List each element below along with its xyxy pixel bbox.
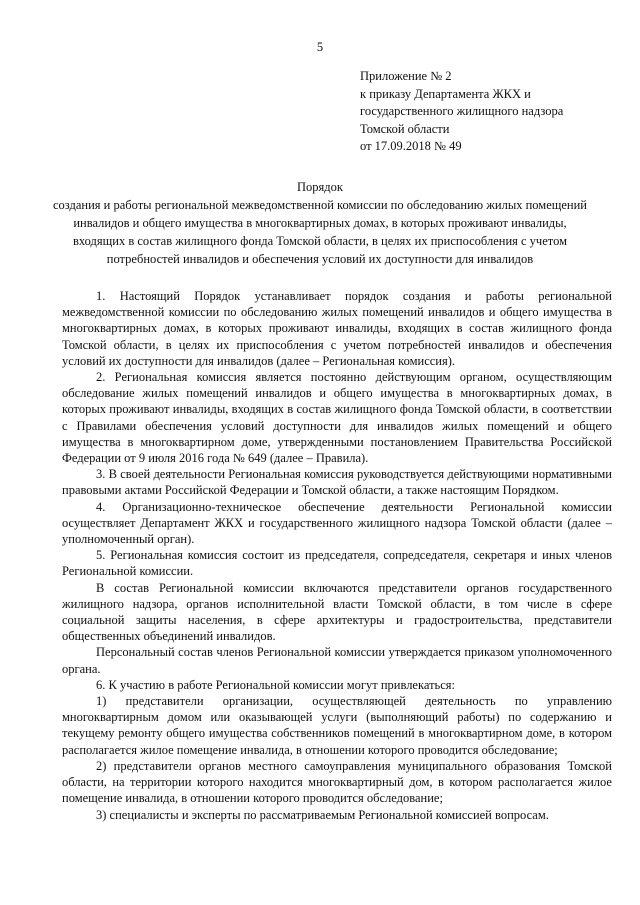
document-title: Порядок — [297, 180, 343, 194]
appendix-block — [360, 68, 620, 156]
appendix-line: Приложение № 2 — [360, 69, 452, 83]
document-heading — [50, 178, 590, 268]
paragraph: 1) представители организации, осуществляющей деятельность по управлению многоквартирным домом или оказывающей услуги (выполняющий работы) по содержанию и текущему ремонту общего имущества собственников помещений в многоквартирном доме, в котором располагается жилое помещение инвалида, в отношении которого проводится обследование; — [62, 694, 612, 757]
document-subtitle: создания и работы региональной межведомственной комиссии по обследованию жилых помещений инвалидов и общего имущества в многоквартирных домах, в которых проживают инвалиды, входящих в состав жилищного фонда Томской области, в целях их приспособления с учетом потребностей инвалидов и обеспечения условий их доступности для инвалидов — [52, 198, 587, 266]
paragraph: 3. В своей деятельности Региональная комиссия руководствуется действующими нормативными правовыми актами Российской Федерации и Томской области, а также настоящим Порядком. — [62, 467, 612, 498]
paragraph: 4. Организационно-техническое обеспечение деятельности Региональной комиссии осуществляет Департамент ЖКХ и государственного жилищного надзора Томской области (далее – уполномоченный орган). — [62, 499, 612, 547]
paragraph: 6. К участию в работе Региональной комиссии могут привлекаться: — [96, 677, 456, 692]
paragraph: 3) специалисты и эксперты по рассматриваемым Региональной комиссией вопросам. — [96, 807, 549, 822]
appendix-line: от 17.09.2018 № 49 — [360, 139, 462, 154]
page-number: 5 — [316, 40, 324, 54]
paragraph: 2. Региональная комиссия является постоянно действующим органом, осуществляющим обследование жилых помещений инвалидов и общего имущества в многоквартирных домах, в которых проживают инвалиды, входящих в состав жилищного фонда Томской области, в соответствии с Правилами обеспечения условий доступности для инвалидов жилых помещений и общего имущества в многоквартирном доме, утвержденными постановлением Правительства Российской Федерации от 9 июля 2016 года № 649 (далее – Правила). — [62, 370, 612, 466]
appendix-line: к приказу Департамента ЖКХ и — [360, 86, 531, 101]
document-body — [62, 288, 612, 823]
appendix-line: Томской области — [360, 121, 450, 136]
paragraph: Персональный состав членов Региональной комиссии утверждается приказом уполномоченного органа. — [62, 645, 612, 676]
paragraph: В состав Региональной комиссии включаются представители органов государственного жилищного надзора, органов исполнительной власти Томской области, в том числе в сфере социальной защиты населения, в сфере архитектуры и градостроительства, представители общественных объединений инвалидов. — [62, 580, 612, 644]
paragraph: 1. Настоящий Порядок устанавливает порядок создания и работы региональной межведомственной комиссии по обследованию жилых помещений инвалидов и общего имущества в многоквартирных домах, в которых проживают инвалиды, входящих в состав жилищного фонда Томской области, в целях их приспособления с учетом потребностей инвалидов и обеспечения условий их доступности для инвалидов (далее – Региональная комиссия). — [62, 289, 612, 368]
paragraph: 2) представители органов местного самоуправления муниципального образования Томской области, на территории которого находится многоквартирный дом, в котором располагается жилое помещение инвалида, в отношении которого проводится обследование; — [62, 758, 612, 806]
paragraph: 5. Региональная комиссия состоит из председателя, сопредседателя, секретаря и иных членов Региональной комиссии. — [62, 548, 612, 579]
appendix-line: государственного жилищного надзора — [360, 104, 564, 119]
